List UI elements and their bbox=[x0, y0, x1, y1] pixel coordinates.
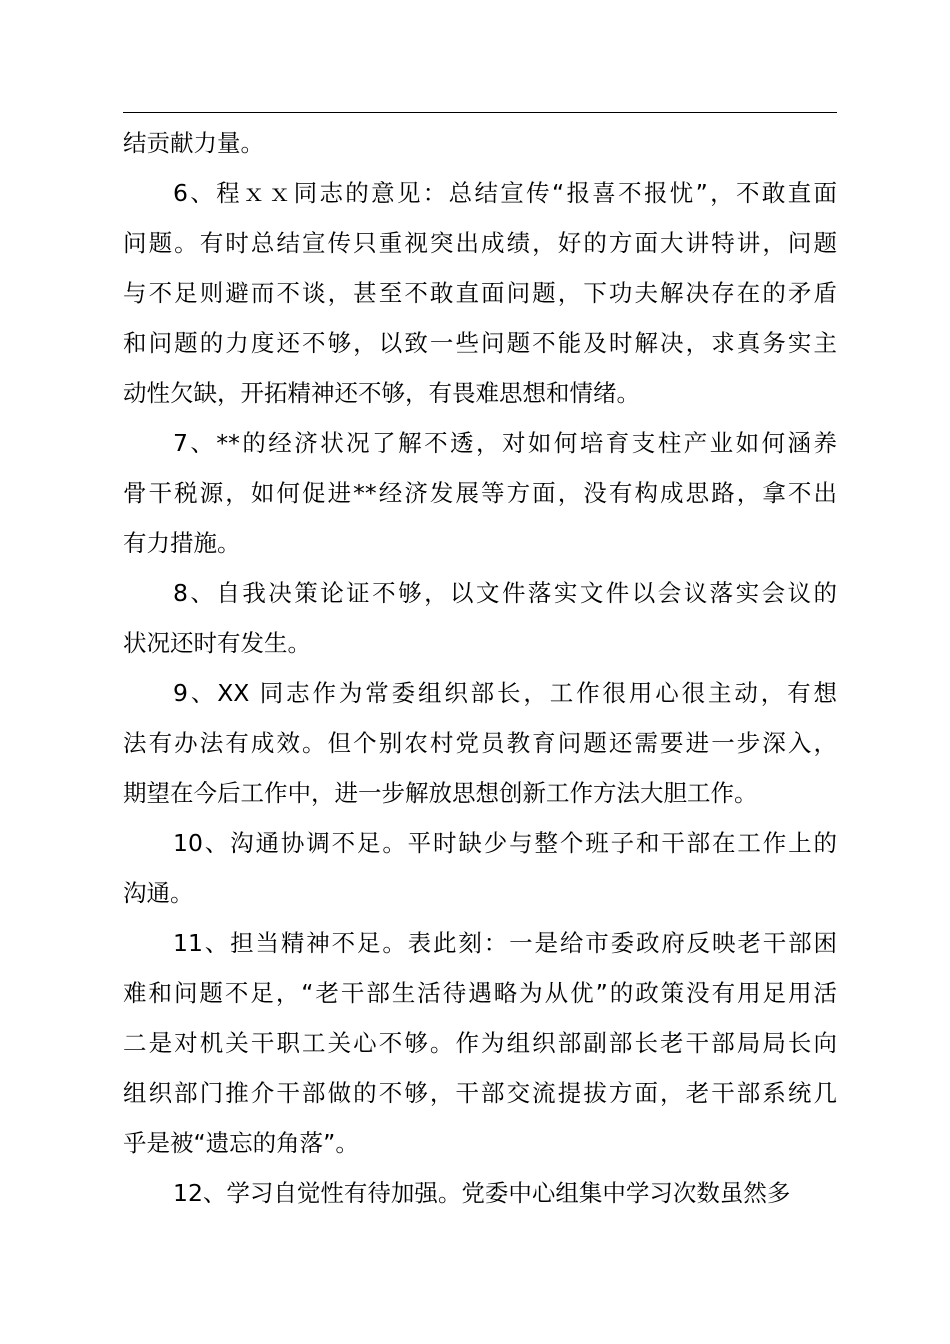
text-line: 与不足则避而不谈，甚至不敢直面问题，下功夫解决存在的矛盾 bbox=[123, 279, 837, 307]
text-line: 问题。有时总结宣传只重视突出成绩，好的方面大讲特讲，问题 bbox=[123, 229, 837, 257]
text-line: 乎是被“遗忘的角落”。 bbox=[123, 1129, 359, 1157]
document-body bbox=[123, 118, 837, 1218]
text-line: 12、学习自觉性有待加强。党委中心组集中学习次数虽然多 bbox=[173, 1179, 791, 1207]
text-line: 组织部门推介干部做的不够，干部交流提拔方面，老干部系统几 bbox=[123, 1079, 837, 1107]
text-line: 法有办法有成效。但个别农村党员教育问题还需要进一步深入， bbox=[123, 729, 837, 757]
text-line: 11、担当精神不足。表此刻：一是给市委政府反映老干部困 bbox=[173, 929, 837, 957]
paragraph-p10 bbox=[123, 818, 837, 918]
text-line: 结贡献力量。 bbox=[123, 129, 264, 157]
header-rule bbox=[123, 112, 837, 113]
paragraph-p0 bbox=[123, 118, 837, 168]
text-line: 8、自我决策论证不够，以文件落实文件以会议落实会议的 bbox=[173, 579, 837, 607]
paragraph-p8 bbox=[123, 568, 837, 668]
paragraph-p7 bbox=[123, 418, 837, 568]
text-line: 7、**的经济状况了解不透，对如何培育支柱产业如何涵养 bbox=[173, 429, 837, 457]
text-line: 9、XX 同志作为常委组织部长，工作很用心很主动，有想 bbox=[173, 679, 837, 707]
paragraph-p12 bbox=[123, 1168, 837, 1218]
text-line: 10、沟通协调不足。平时缺少与整个班子和干部在工作上的 bbox=[173, 829, 837, 857]
paragraph-p9 bbox=[123, 668, 837, 818]
text-line: 状况还时有发生。 bbox=[123, 629, 311, 657]
text-line: 期望在今后工作中，进一步解放思想创新工作方法大胆工作。 bbox=[123, 779, 758, 807]
text-line: 有力措施。 bbox=[123, 529, 241, 557]
text-line: 难和问题不足，“老干部生活待遇略为从优”的政策没有用足用活 bbox=[123, 979, 837, 1007]
text-line: 二是对机关干职工关心不够。作为组织部副部长老干部局局长向 bbox=[123, 1029, 837, 1057]
paragraph-p6 bbox=[123, 168, 837, 418]
text-line: 动性欠缺，开拓精神还不够，有畏难思想和情绪。 bbox=[123, 379, 640, 407]
text-line: 沟通。 bbox=[123, 879, 194, 907]
paragraph-p11 bbox=[123, 918, 837, 1168]
text-line: 骨干税源，如何促进**经济发展等方面，没有构成思路，拿不出 bbox=[123, 479, 837, 507]
text-line: 6、程ｘｘ同志的意见：总结宣传“报喜不报忧”，不敢直面 bbox=[173, 179, 837, 207]
text-line: 和问题的力度还不够，以致一些问题不能及时解决，求真务实主 bbox=[123, 329, 837, 357]
